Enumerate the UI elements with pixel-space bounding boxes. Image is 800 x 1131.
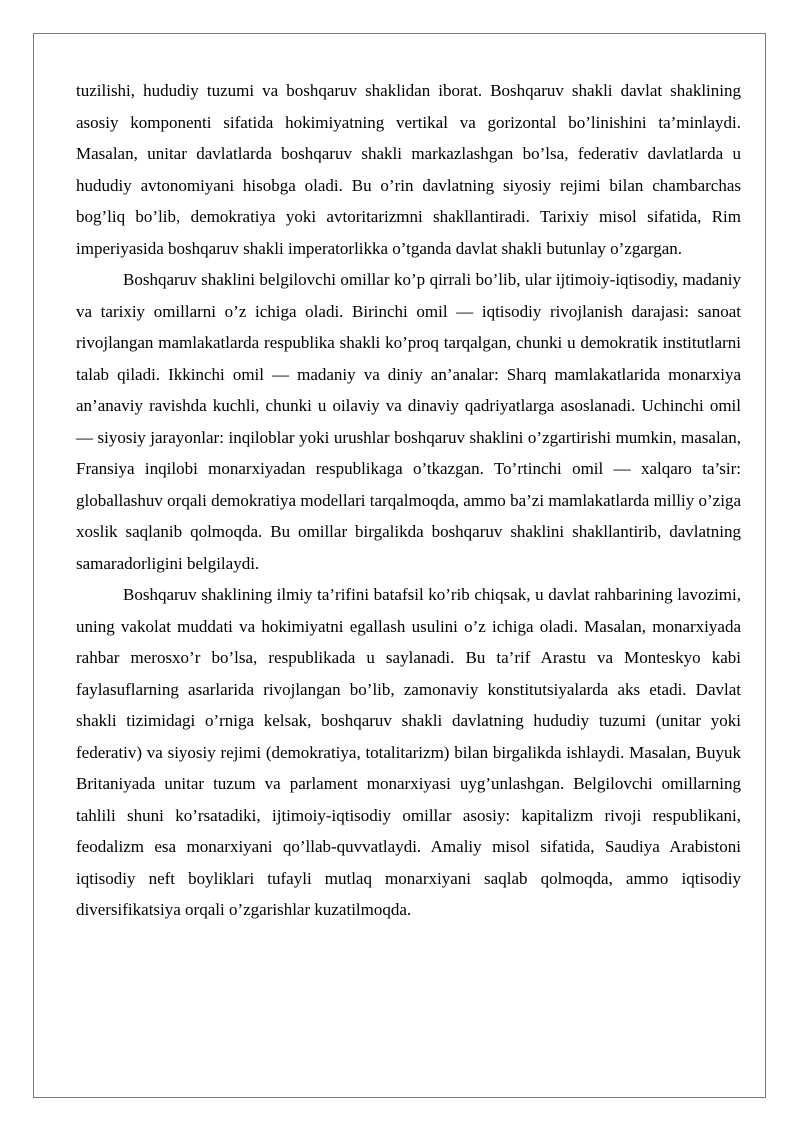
paragraph-3: Boshqaruv shaklining ilmiy ta’rifini batafsil ko’rib chiqsak, u davlat rahbarining lavozimi, uning vakolat muddati va hokimiyatni egallash usulini o’z ichiga oladi. Masalan, monarxiyada rahbar merosxo’r bo’lsa, respublikada u saylanadi. Bu ta’rif Arastu va Monteskyo kabi faylasuflarning asarlarida rivojlangan bo’lib, zamonaviy konstitutsiyalarda aks etadi. Davlat shakli tizimidagi o’rniga kelsak, boshqaruv shakli davlatning hududiy tuzumi (unitar yoki federativ) va siyosiy rejimi (demokratiya, totalitarizm) bilan birgalikda ishlaydi. Masalan, Buyuk Britaniyada unitar tuzum va parlament monarxiyasi uyg’unlashgan. Belgilovchi omillarning tahlili shuni ko’rsatadiki, ijtimoiy-iqtisodiy omillar asosiy: kapitalizm rivoji respublikani, feodalizm esa monarxiyani qo’llab-quvvatlaydi. Amaliy misol sifatida, Saudiya Arabistoni iqtisodiy neft boyliklari tufayli mutlaq monarxiyani saqlab qolmoqda, ammo iqtisodiy diversifikatsiya orqali o’zgarishlar kuzatilmoqda. — [76, 585, 741, 919]
paragraph-1: tuzilishi, hududiy tuzumi va boshqaruv shaklidan iborat. Boshqaruv shakli davlat shaklining asosiy komponenti sifatida hokimiyatning vertikal va gorizontal bo’linishini ta’minlaydi. Masalan, unitar davlatlarda boshqaruv shakli markazlashgan bo’lsa, federativ davlatlarda u hududiy avtonomiyani hisobga oladi. Bu o’rin davlatning siyosiy rejimi bilan chambarchas bog’liq bo’lib, demokratiya yoki avtoritarizmni shakllantiradi. Tarixiy misol sifatida, Rim imperiyasida boshqaruv shakli imperatorlikka o’tganda davlat shakli butunlay o’zgargan. — [76, 81, 741, 258]
document-body — [76, 75, 741, 926]
paragraph-2: Boshqaruv shaklini belgilovchi omillar ko’p qirrali bo’lib, ular ijtimoiy-iqtisodiy, madaniy va tarixiy omillarni o’z ichiga oladi. Birinchi omil — iqtisodiy rivojlanish darajasi: sanoat rivojlangan mamlakatlarda respublika shakli ko’proq tarqalgan, chunki u demokratik institutlarni talab qiladi. Ikkinchi omil — madaniy va diniy an’analar: Sharq mamlakatlarida monarxiya an’anaviy ravishda kuchli, chunki u oilaviy va dinaviy qadriyatlarga asoslanadi. Uchinchi omil — siyosiy jarayonlar: inqiloblar yoki urushlar boshqaruv shaklini o’zgartirishi mumkin, masalan, Fransiya inqilobi monarxiyadan respublikaga o’tkazgan. To’rtinchi omil — xalqaro ta’sir: globallashuv orqali demokratiya modellari tarqalmoqda, ammo ba’zi mamlakatlarda milliy o’ziga xoslik saqlanib qolmoqda. Bu omillar birgalikda boshqaruv shaklini shakllantirib, davlatning samaradorligini belgilaydi. — [76, 270, 741, 573]
